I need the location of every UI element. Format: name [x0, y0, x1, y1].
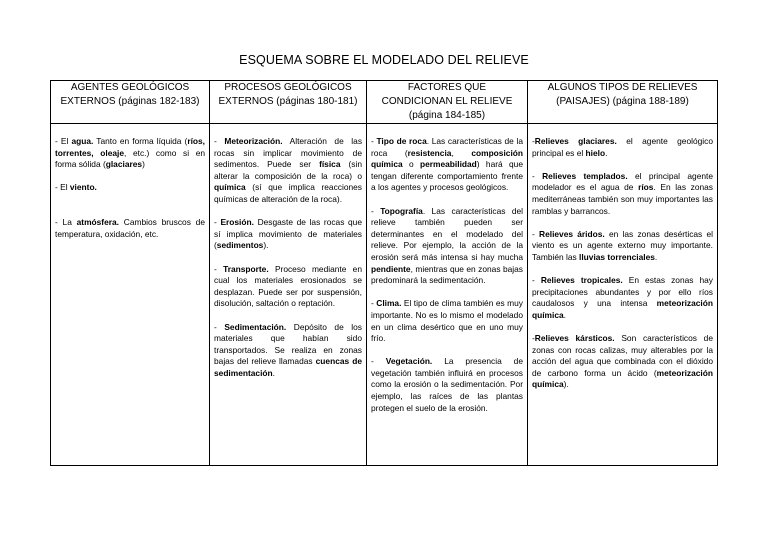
- document-title: ESQUEMA SOBRE EL MODELADO DEL RELIEVE: [239, 53, 529, 67]
- relief-table: [50, 80, 718, 466]
- item-meteorizacion: - Meteorización. Alteración de las rocas sin implicar movimiento de sedimentos. Puede ser física (sin alterar la composición de la roca) o química (sí que implica reacciones químicas de alteración de la roca).: [214, 136, 363, 204]
- item-agua: - El agua. Tanto en forma líquida (ríos, torrentes, oleaje, etc.) como si en forma sólida (glaciares): [55, 136, 206, 170]
- item-atmosfera: - La atmósfera. Cambios bruscos de temperatura, oxidación, etc.: [55, 216, 205, 239]
- item-tropicales: - Relieves tropicales. En estas zonas hay precipitaciones abundantes y por ello ríos caudalosos y una intensa meteorización química.: [532, 275, 713, 320]
- item-transporte: - Transporte. Proceso mediante en cual los materiales erosionados se desplazan. Puede ser por suspensión, disolución, saltación o reptación.: [214, 263, 362, 309]
- item-topografia: - Topografía. Las características del relieve también pueden ser determinantes en el modelado del relieve. Por ejemplo, la acción de la erosión será más intensa si hay mucha pendiente, mientras que en zonas bajas predominará la sedimentación.: [371, 205, 523, 286]
- item-sedimentacion: - Sedimentación. Depósito de los materiales que habían sido transportados. Se realiza en zonas bajas del relieve llamadas cuencas de sedimentación.: [214, 321, 362, 378]
- content-row: [51, 124, 718, 466]
- item-vegetacion: - Vegetación. La presencia de vegetación también influirá en procesos como la erosión o la sedimentación. Por ejemplo, las raíces de las plantas protegen el suelo de la erosión.: [371, 356, 523, 413]
- cell-procesos: [210, 124, 367, 466]
- header-factores: FACTORES QUE CONDICIONAN EL RELIEVE (página 184-185): [367, 81, 528, 124]
- header-relieves: ALGUNOS TIPOS DE RELIEVES (PAISAJES) (página 188-189): [528, 81, 718, 124]
- item-aridos: - Relieves áridos. en las zonas desérticas el viento es un agente externo muy importante. También las lluvias torrenciales.: [532, 228, 713, 262]
- item-viento: - El viento.: [55, 182, 97, 193]
- cell-relieves: [528, 124, 718, 466]
- header-row: [51, 81, 718, 124]
- cell-factores: [367, 124, 528, 466]
- item-karsticos: -Relieves kársticos. Son característicos de zonas con rocas calizas, muy alterables por la acción del agua que combinada con el dióxido de carbono forma un ácido (meteorización química).: [532, 333, 713, 390]
- cell-agentes: [51, 124, 210, 466]
- item-clima: - Clima. El tipo de clima también es muy importante. No es lo mismo el modelado en un clima desértico que en uno muy frío.: [371, 298, 523, 344]
- header-procesos: PROCESOS GEOLÓGICOS EXTERNOS (páginas 180-181): [210, 81, 367, 124]
- item-templados: - Relieves templados. el principal agente modelador es el agua de ríos. En las zonas mediterráneas también son muy importantes las ramblas y barrancos.: [532, 170, 713, 216]
- item-erosion: - Erosión. Desgaste de las rocas que sí implica movimiento de materiales (sedimentos).: [214, 217, 362, 251]
- item-glaciares: -Relieves glaciares. el agente geológico principal es el hielo.: [532, 136, 713, 158]
- item-tipo-roca: - Tipo de roca. Las características de la roca (resistencia, composición química o permeabilidad) hará que tengan diferente comportamiento frente a los agentes y procesos geológicos.: [371, 136, 524, 193]
- header-agentes: AGENTES GEOLÓGICOS EXTERNOS (páginas 182-183): [51, 81, 210, 124]
